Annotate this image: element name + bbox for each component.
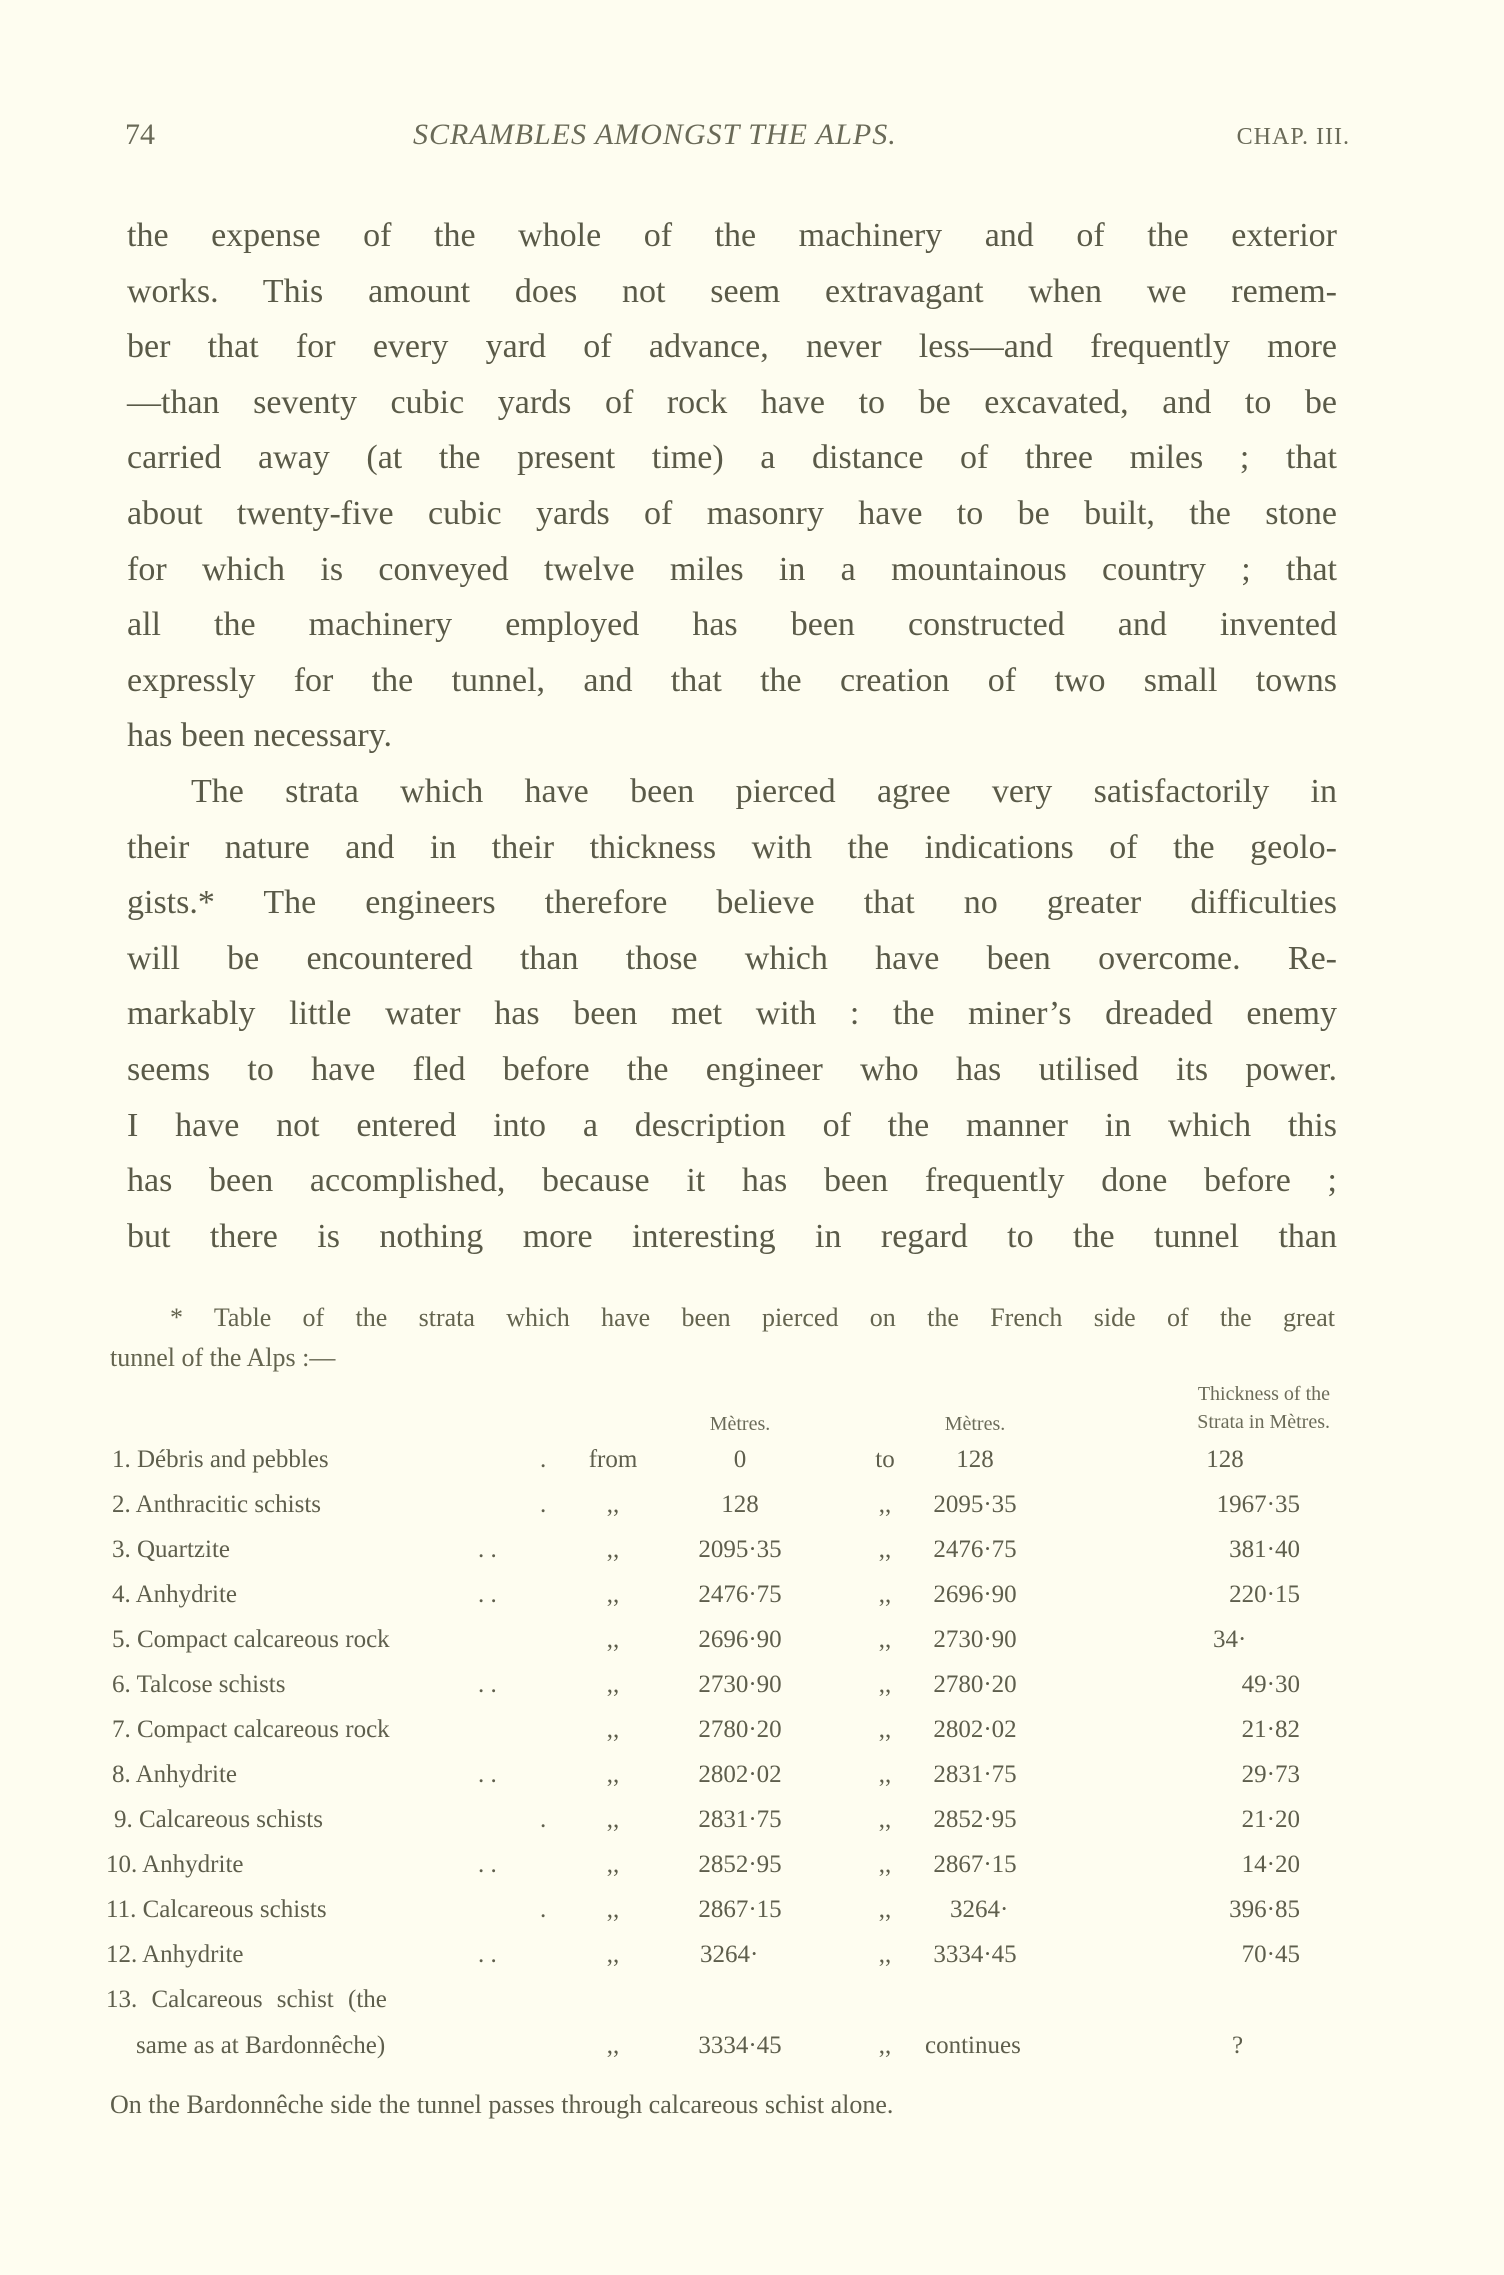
text-line: the expense of the whole of the machinery and of the exterior xyxy=(127,217,1337,254)
header-thickness-line-2: Strata in Mètres. xyxy=(1197,1411,1330,1433)
table-row xyxy=(0,1761,1504,1805)
to-label: ,, xyxy=(878,1536,892,1563)
from-label: ,, xyxy=(606,1851,620,1878)
thickness-metres: ? xyxy=(1232,2032,1244,2059)
dot-leader: . . xyxy=(478,1851,497,1878)
text-line: ber that for every yard of advance, never less—and frequently more xyxy=(127,328,1337,366)
start-metres: 2696·90 xyxy=(698,1626,782,1653)
from-label: ,, xyxy=(606,1761,620,1788)
table-row xyxy=(0,1806,1504,1850)
to-label: ,, xyxy=(878,2032,892,2059)
start-metres: 2095·35 xyxy=(698,1536,782,1563)
from-label: ,, xyxy=(606,1671,620,1698)
end-metres: 2476·75 xyxy=(933,1536,1017,1563)
stratum-name: 5. Compact calcareous rock xyxy=(112,1626,390,1653)
to-label: ,, xyxy=(878,1806,892,1833)
stratum-name: 11. Calcareous schists xyxy=(106,1896,327,1923)
stratum-name: 10. Anhydrite xyxy=(106,1851,244,1878)
text-line: —than seventy cubic yards of rock have to be excavated, and to be xyxy=(127,383,1337,421)
text-line: I have not entered into a description of the manner in which this xyxy=(127,1106,1337,1144)
dot-leader: . xyxy=(540,1491,547,1518)
text-line: will be encountered than those which have been overcome. Re- xyxy=(127,939,1337,977)
text-line: but there is nothing more interesting in regard to the tunnel than xyxy=(127,1217,1337,1255)
dot-leader: . . xyxy=(478,1536,497,1563)
start-metres: 2831·75 xyxy=(698,1806,782,1833)
dot-leader: . . xyxy=(478,1941,497,1968)
from-label: ,, xyxy=(606,1626,620,1653)
end-metres: 2831·75 xyxy=(933,1761,1017,1788)
text-line: carried away (at the present time) a distance of three miles ; that xyxy=(127,439,1337,477)
header-start-metres: Mètres. xyxy=(709,1413,771,1435)
table-row xyxy=(0,1986,1504,2030)
stratum-name: 9. Calcareous schists xyxy=(114,1806,323,1833)
text-line: all the machinery employed has been constructed and invented xyxy=(127,606,1337,644)
table-row xyxy=(0,1716,1504,1760)
start-metres: 128 xyxy=(721,1491,759,1518)
stratum-name: 12. Anhydrite xyxy=(106,1941,244,1968)
dot-leader: . . xyxy=(478,1671,497,1698)
start-metres: 2780·20 xyxy=(698,1716,782,1743)
stratum-name: 8. Anhydrite xyxy=(112,1761,237,1788)
text-line: about twenty-five cubic yards of masonry have to be built, the stone xyxy=(127,494,1337,532)
footnote-closing: On the Bardonnêche side the tunnel passes through calcareous schist alone. xyxy=(110,2090,894,2119)
text-line: their nature and in their thickness with the indications of the geolo- xyxy=(127,828,1337,866)
from-label: ,, xyxy=(606,1716,620,1743)
thickness-metres: 128 xyxy=(1206,1446,1244,1473)
table-row xyxy=(0,1626,1504,1670)
thickness-metres: 29·73 xyxy=(1241,1761,1300,1788)
table-row xyxy=(0,1896,1504,1940)
text-line: gists.* The engineers therefore believe that no greater difficulties xyxy=(127,884,1337,922)
start-metres: 2852·95 xyxy=(698,1851,782,1878)
table-row xyxy=(0,1941,1504,1985)
start-metres: 2802·02 xyxy=(698,1761,782,1788)
table-row-continuation xyxy=(0,2032,1504,2076)
text-line: has been accomplished, because it has been frequently done before ; xyxy=(127,1162,1337,1200)
end-metres: 2095·35 xyxy=(933,1491,1017,1518)
end-metres: 2852·95 xyxy=(933,1806,1017,1833)
dot-leader: . xyxy=(540,1896,547,1923)
thickness-metres: 381·40 xyxy=(1229,1536,1300,1563)
table-row xyxy=(0,1446,1504,1490)
page-number: 74 xyxy=(125,118,155,151)
to-label: to xyxy=(875,1446,895,1473)
stratum-name: 13. Calcareous schist (the xyxy=(106,1986,387,2013)
thickness-metres: 21·82 xyxy=(1241,1716,1300,1743)
to-label: ,, xyxy=(878,1896,892,1923)
thickness-metres: 49·30 xyxy=(1241,1671,1300,1698)
from-label: ,, xyxy=(606,1536,620,1563)
text-line: The strata which have been pierced agree very satisfactorily in xyxy=(191,772,1337,810)
start-metres: 2730·90 xyxy=(698,1671,782,1698)
to-label: ,, xyxy=(878,1716,892,1743)
table-row xyxy=(0,1851,1504,1895)
footnote-line: tunnel of the Alps :— xyxy=(110,1343,336,1372)
from-label: ,, xyxy=(606,1941,620,1968)
table-row xyxy=(0,1671,1504,1715)
stratum-name-line-2: same as at Bardonnêche) xyxy=(136,2032,386,2059)
chapter-label: CHAP. III. xyxy=(1236,124,1350,150)
to-label: ,, xyxy=(878,1941,892,1968)
end-metres: 128 xyxy=(956,1446,994,1473)
end-metres: 2696·90 xyxy=(933,1581,1017,1608)
from-label: from xyxy=(588,1446,638,1473)
dot-leader: . . xyxy=(478,1581,497,1608)
end-metres: 3334·45 xyxy=(933,1941,1017,1968)
to-label: ,, xyxy=(878,1761,892,1788)
footnote-line: * Table of the strata which have been pierced on the French side of the great xyxy=(170,1303,1335,1332)
start-metres: 2867·15 xyxy=(698,1896,782,1923)
text-line: seems to have fled before the engineer who has utilised its power. xyxy=(127,1050,1337,1088)
end-metres: 2780·20 xyxy=(933,1671,1017,1698)
dot-leader: . . xyxy=(478,1761,497,1788)
thickness-metres: 220·15 xyxy=(1229,1581,1300,1608)
end-metres: 2730·90 xyxy=(933,1626,1017,1653)
table-row xyxy=(0,1581,1504,1625)
text-line: for which is conveyed twelve miles in a mountainous country ; that xyxy=(127,550,1337,588)
stratum-name: 4. Anhydrite xyxy=(112,1581,237,1608)
table-row xyxy=(0,1491,1504,1535)
start-metres: 0 xyxy=(733,1446,747,1473)
dot-leader: . xyxy=(540,1806,547,1833)
stratum-name: 1. Débris and pebbles xyxy=(112,1446,329,1473)
from-label: ,, xyxy=(606,1491,620,1518)
from-label: ,, xyxy=(606,2032,620,2059)
end-metres: 2867·15 xyxy=(933,1851,1017,1878)
stratum-name: 3. Quartzite xyxy=(112,1536,231,1563)
thickness-metres: 34· xyxy=(1213,1626,1247,1653)
end-metres: continues xyxy=(925,2032,1021,2059)
book-title: SCRAMBLES AMONGST THE ALPS. xyxy=(413,118,897,151)
stratum-name: 7. Compact calcareous rock xyxy=(112,1716,390,1743)
header-end-metres: Mètres. xyxy=(944,1413,1006,1435)
to-label: ,, xyxy=(878,1581,892,1608)
end-metres: 3264· xyxy=(950,1896,1009,1923)
text-line: expressly for the tunnel, and that the creation of two small towns xyxy=(127,661,1337,699)
start-metres: 2476·75 xyxy=(698,1581,782,1608)
from-label: ,, xyxy=(606,1896,620,1923)
thickness-metres: 396·85 xyxy=(1229,1896,1300,1923)
to-label: ,, xyxy=(878,1491,892,1518)
to-label: ,, xyxy=(878,1851,892,1878)
thickness-metres: 21·20 xyxy=(1241,1806,1300,1833)
thickness-metres: 14·20 xyxy=(1241,1851,1300,1878)
from-label: ,, xyxy=(606,1806,620,1833)
thickness-metres: 70·45 xyxy=(1241,1941,1300,1968)
text-line: works. This amount does not seem extravagant when we remem- xyxy=(127,272,1337,310)
start-metres: 3334·45 xyxy=(698,2032,782,2059)
table-row xyxy=(0,1536,1504,1580)
text-line: has been necessary. xyxy=(127,717,392,755)
from-label: ,, xyxy=(606,1581,620,1608)
to-label: ,, xyxy=(878,1671,892,1698)
header-thickness-line-1: Thickness of the xyxy=(1197,1383,1330,1405)
end-metres: 2802·02 xyxy=(933,1716,1017,1743)
text-line: markably little water has been met with : the miner’s dreaded enemy xyxy=(127,995,1337,1033)
stratum-name: 6. Talcose schists xyxy=(112,1671,286,1698)
dot-leader: . xyxy=(540,1446,547,1473)
stratum-name: 2. Anthracitic schists xyxy=(112,1491,322,1518)
start-metres: 3264· xyxy=(700,1941,759,1968)
thickness-metres: 1967·35 xyxy=(1216,1491,1300,1518)
to-label: ,, xyxy=(878,1626,892,1653)
